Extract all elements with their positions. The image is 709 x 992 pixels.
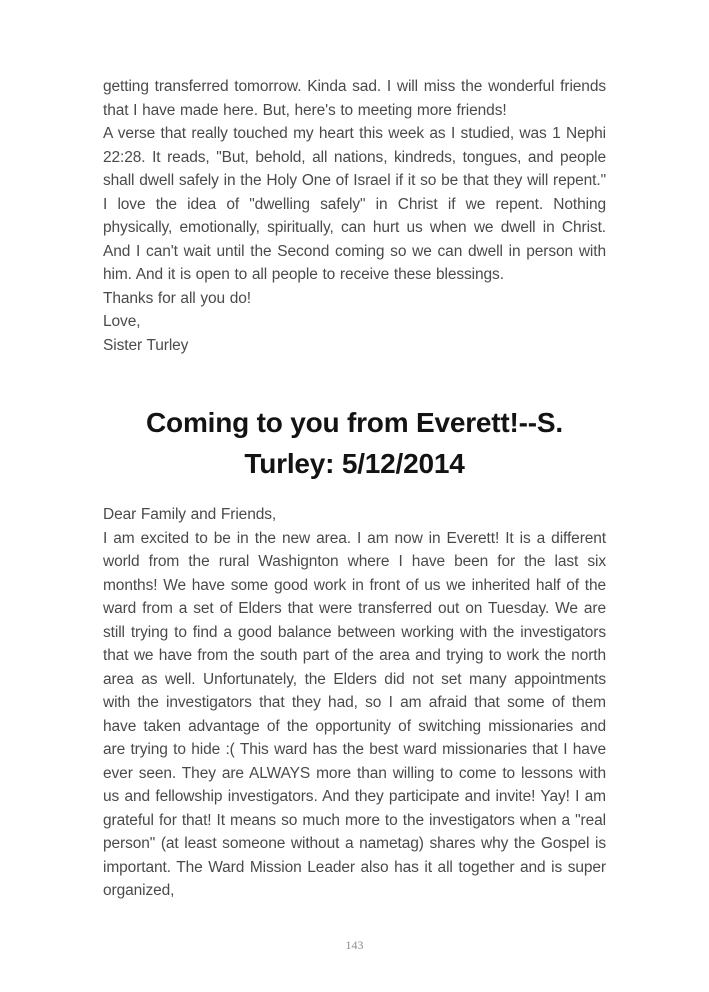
closing-love-line: Love, (103, 313, 141, 330)
salutation-line: Dear Family and Friends, (103, 506, 277, 523)
section-heading: Coming to you from Everett!--S. Turley: 5/12/2014 (146, 407, 563, 479)
paragraph-verse: A verse that really touched my heart this week as I studied, was 1 Nephi 22:28. It reads, "But, behold, all nations, kindreds, tongues, and people shall dwell safely in the Holy One of Israel if it so be that they will repent." I love the idea of "dwelling safely" in Christ if we repent. Nothing physically, emotionally, spiritually, can hurt us when we dwell in Christ. And I can't wait until the Second coming so we can dwell in person with him. And it is open to all people to receive these blessings. (103, 125, 606, 283)
page-footer (0, 936, 709, 954)
paragraph-new-area: I am excited to be in the new area. I am now in Everett! It is a different world from the rural Washignton where I have been for the last six months! We have some good work in front of us we inherited half of the ward from a set of Elders that were transferred out on Tuesday. We are still trying to find a good balance between working with the investigators that we have from the south part of the area and trying to work the north area as well. Unfortunately, the Elders did not set many appointments with the investigators that they had, so I am afraid that some of them have taken advantage of the opportunity of switching missionaries and are trying to hide :( This ward has the best ward missionaries that I have ever seen. They are ALWAYS more than willing to come to lessons with us and fellowship investigators. And they participate and invite! Yay! I am grateful for that! It means so much more to the investigators when a "real person" (at least someone without a nametag) shares why the Gospel is important. The Ward Mission Leader also has it all together and is super organized, (103, 529, 606, 899)
page-number: 143 (345, 938, 364, 952)
closing-thanks-line: Thanks for all you do! (103, 289, 251, 307)
paragraph-transfer-news: getting transferred tomorrow. Kinda sad. I will miss the wonderful friends that I have made here. But, here's to meeting more friends! (103, 78, 606, 119)
signature-line: Sister Turley (103, 336, 189, 354)
